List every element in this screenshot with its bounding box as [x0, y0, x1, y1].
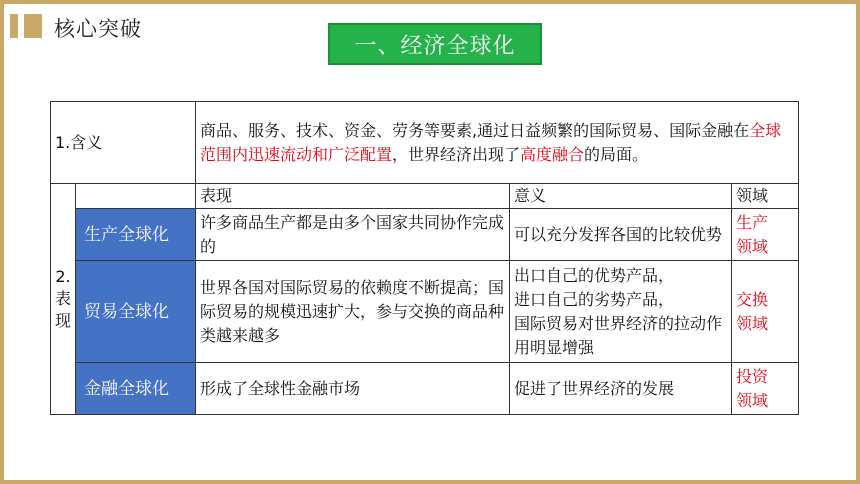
globalization-table	[50, 101, 799, 415]
topic-banner: 一、经济全球化	[328, 23, 542, 65]
column-header-row	[51, 184, 799, 209]
definition-highlight: 高度融合	[520, 144, 585, 164]
table-row	[51, 209, 799, 261]
row-field: 生产 领域	[732, 209, 799, 261]
table-row	[51, 363, 799, 415]
definition-label: 1.含义	[51, 102, 196, 184]
row-manifestation: 世界各国对国际贸易的依赖度不断提高；国际贸易的规模迅速扩大，参与交换的商品种类越来越多	[196, 261, 510, 363]
definition-text: 商品、服务、技术、资金、劳务等要素,通过日益频繁的国际贸易、国际金融在全球范围内迅速流动和广泛配置，世界经济出现了高度融合的局面。	[196, 102, 799, 184]
row-significance: 促进了世界经济的发展	[510, 363, 732, 415]
row-name: 贸易全球化	[76, 261, 196, 363]
definition-row	[51, 102, 799, 184]
row-significance: 可以充分发挥各国的比较优势	[510, 209, 732, 261]
row-field: 交换 领域	[732, 261, 799, 363]
section-title: 核心突破	[54, 17, 142, 41]
blank-header-cell	[76, 184, 196, 209]
table-row	[51, 261, 799, 363]
row-manifestation: 形成了全球性金融市场	[196, 363, 510, 415]
row-significance: 出口自己的优势产品， 进口自己的劣势产品， 国际贸易对世界经济的拉动作用明显增强	[510, 261, 732, 363]
header-significance: 意义	[510, 184, 732, 209]
header-manifestation: 表现	[196, 184, 510, 209]
row-manifestation: 许多商品生产都是由多个国家共同协作完成的	[196, 209, 510, 261]
row-name: 金融全球化	[76, 363, 196, 415]
row-field: 投资 领域	[732, 363, 799, 415]
manifestation-side-label: 2. 表 现	[51, 184, 76, 415]
header-field: 领域	[732, 184, 799, 209]
row-name: 生产全球化	[76, 209, 196, 261]
definition-highlight: 全球范围内迅速流动和广泛配置	[200, 120, 782, 164]
